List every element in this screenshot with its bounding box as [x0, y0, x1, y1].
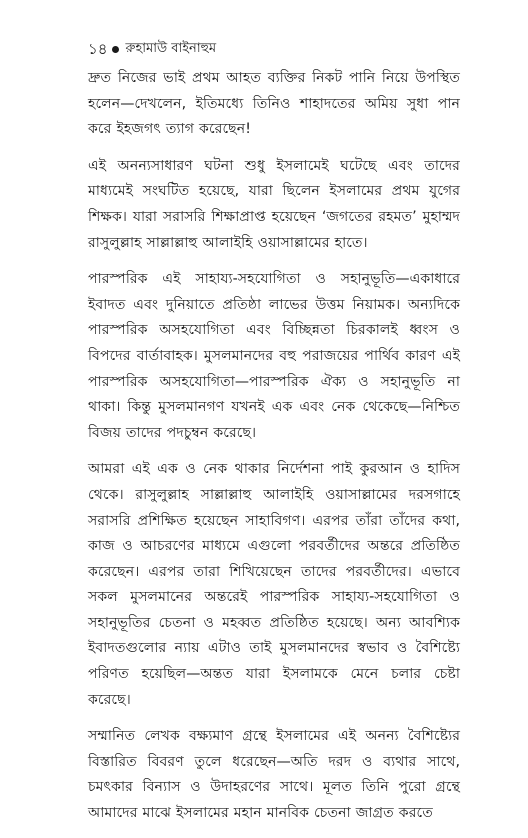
paragraph-4: আমরা এই এক ও নেক থাকার নির্দেশনা পাই কুরআন ও হাদিস থেকে। রাসুলুল্লাহ সাল্লাল্লাহু আলাইহি ওয়াসাল্লামের দরসগাহে সরাসরি প্রশিক্ষিত হয়েছেন সাহাবিগণ। এরপর তাঁরা তাঁদের কথা, কাজ ও আচরণের মাধ্যমে এগুলো পরবর্তীদের অন্তরে প্রতিষ্ঠিত করেছেন। এরপর তারা শিখিয়েছেন তাদের পরবর্তীদের। এভাবে সকল মুসলমানের অন্তরেই পারস্পরিক সাহায্য-সহযোগিতা ও সহানুভূতির চেতনা ও মহব্বত প্রতিষ্ঠিত হয়েছে। অন্য আবশ্যিক ইবাদতগুলোর ন্যায় এটাও তাই মুসলমানদের স্বভাব ও বৈশিষ্ট্যে পরিণত হয়েছিল—অন্তত যারা ইসলামকে মেনে চলার চেষ্টা করেছে।: [88, 461, 460, 708]
paragraph-3: পারস্পরিক এই সাহায্য-সহযোগিতা ও সহানুভূতি—একাধারে ইবাদত এবং দুনিয়াতে প্রতিষ্ঠা লাভের উত্তম নিয়ামক। অন্যদিকে পারস্পরিক অসহযোগিতা এবং বিচ্ছিন্নতা চিরকালই ধ্বংস ও বিপদের বার্তাবাহক। মুসলমানদের বহু পরাজয়ের পার্থিব কারণ এই পারস্পরিক অসহযোগিতা—পারস্পরিক ঐক্য ও সহানুভূতি না থাকা। কিন্তু মুসলমানগণ যখনই এক এবং নেক থেকেছে—নিশ্চিত বিজয় তাদের পদচুম্বন করেছে।: [88, 271, 460, 441]
page-number: ১৪: [88, 40, 108, 58]
book-page: [88, 40, 460, 838]
running-head: [88, 40, 460, 58]
running-title: রুহামাউ বাইনাহুম: [125, 41, 217, 56]
bullet-icon: [112, 46, 119, 53]
paragraph-2: এই অনন্যসাধারণ ঘটনা শুধু ইসলামেই ঘটেছে এবং তাদের মাধ্যমেই সংঘটিত হয়েছে, যারা ছিলেন ইসলামের প্রথম যুগের শিক্ষক। যারা সরাসরি শিক্ষাপ্রাপ্ত হয়েছেন ‘জগতের রহমত’ মুহাম্মদ রাসুলুল্লাহ সাল্লাল্লাহু আলাইহি ওয়াসাল্লামের হাতে।: [88, 157, 460, 251]
paragraph-1: দ্রুত নিজের ভাই প্রথম আহত ব্যক্তির নিকট পানি নিয়ে উপস্থিত হলেন—দেখলেন, ইতিমধ্যে তিনিও শাহাদতের অমিয় সুধা পান করে ইহজগৎ ত্যাগ করেছেন!: [88, 70, 460, 138]
body-text: [88, 66, 460, 827]
paragraph-5: সম্মানিত লেখক বক্ষ্যমাণ গ্রন্থে ইসলামের এই অনন্য বৈশিষ্ট্যের বিস্তারিত বিবরণ তুলে ধরেছেন—অতি দরদ ও ব্যথার সাথে, চমৎকার বিন্যাস ও উদাহরণের সাথে। মূলত তিনি পুরো গ্রন্থে আমাদের মাঝে ইসলামের মহান মানবিক চেতনা জাগ্রত করতে: [88, 728, 460, 822]
